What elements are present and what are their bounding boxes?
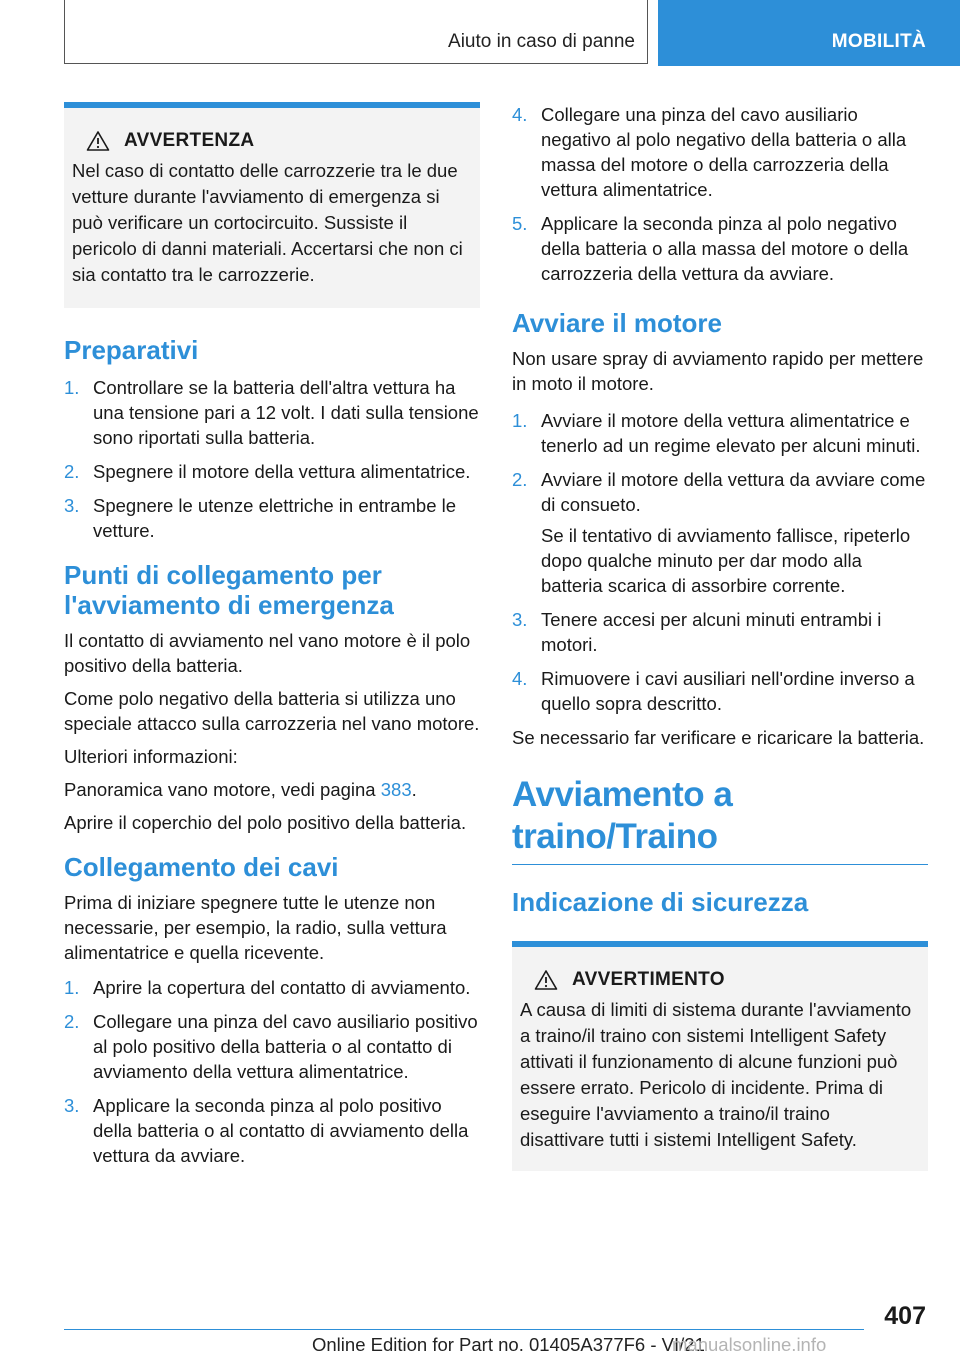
step-text: Applicare la seconda pinza al polo positivo della batteria o al contatto di avviamento della vettura da avviare.	[93, 1095, 469, 1166]
step-text: Aprire la copertura del contatto di avviamento.	[93, 977, 471, 998]
step-text: Collegare una pinza del cavo ausiliario negativo al polo negativo della batteria o alla massa del motore o della carrozzeria della vettura alimentatrice.	[541, 104, 907, 200]
step-text: Tenere accesi per alcuni minuti entrambi i motori.	[541, 609, 882, 655]
paragraph-page-reference	[64, 777, 480, 802]
step-number: 5.	[512, 213, 528, 234]
warning-header	[86, 130, 470, 152]
step-number: 4.	[512, 668, 528, 689]
step-number: 3.	[512, 609, 528, 630]
paragraph: Prima di iniziare spegnere tutte le utenze non necessarie, per esempio, la radio, sulla vettura alimentatrice e quella ricevente.	[64, 892, 447, 963]
warning-text: Nel caso di contatto delle carrozzerie tra le due vetture durante l'avviamento di emergenza si può verificare un cortocircuito. Sussiste il pericolo di danni materiali. Accertarsi che non ci sia contatto tra le carrozzerie.	[72, 160, 463, 285]
chapter-heading: Avviamento a traino/Traino	[512, 775, 733, 856]
heading-punti-collegamento: Punti di collegamento per l'avviamento di emergenza	[64, 560, 394, 620]
paragraph: Se necessario far verificare e ricaricare la batteria.	[512, 727, 925, 748]
chapter-title: MOBILITÀ	[831, 31, 926, 52]
edition-label: Online Edition for Part no. 01405A377F6 - VI/21	[312, 1334, 705, 1355]
steps-collegamento-continued	[512, 102, 928, 286]
steps-collegamento	[64, 975, 480, 1168]
step-number: 1.	[512, 410, 528, 431]
step-number: 1.	[64, 377, 80, 398]
list-item	[64, 459, 480, 484]
list-item	[64, 493, 480, 543]
step-text: Spegnere le utenze elettriche in entrambe le vetture.	[93, 495, 457, 541]
warning-title: AVVERTIMENTO	[572, 969, 725, 990]
heading-collegamento-cavi: Collegamento dei cavi	[64, 852, 339, 882]
step-text: Avviare il motore della vettura alimentatrice e tenerlo ad un regime elevato per alcuni minuti.	[541, 410, 921, 456]
warning-box	[64, 102, 480, 308]
step-text: Avviare il motore della vettura da avviare come di consueto.	[541, 469, 926, 515]
step-text: Controllare se la batteria dell'altra vettura ha una tensione pari a 12 volt. I dati sulla tensione sono riportati sulla batteria.	[93, 377, 479, 448]
step-number: 4.	[512, 104, 528, 125]
list-item	[64, 975, 480, 1000]
list-item	[512, 408, 928, 458]
step-subtext: Se il tentativo di avviamento fallisce, ripeterlo dopo qualche minuto per dar modo alla batteria scarica di assorbire corrente.	[541, 525, 911, 596]
reference-text: Panoramica vano motore, vedi pagina	[64, 779, 381, 800]
reference-suffix: .	[411, 779, 417, 800]
list-item	[512, 467, 928, 598]
chapter-heading-block	[512, 774, 928, 865]
list-item	[64, 375, 480, 450]
warning-title: AVVERTENZA	[124, 130, 255, 151]
step-number: 3.	[64, 1095, 80, 1116]
paragraph: Ulteriori informazioni:	[64, 746, 238, 767]
section-title: Aiuto in caso di panne	[448, 31, 635, 52]
list-item	[512, 607, 928, 657]
paragraph: Aprire il coperchio del polo positivo della batteria.	[64, 812, 467, 833]
step-text: Collegare una pinza del cavo ausiliario positivo al polo positivo della batteria o al contatto di avviamento della vettura alimentatrice.	[93, 1011, 478, 1082]
steps-preparativi	[64, 375, 480, 543]
list-item	[64, 1093, 480, 1168]
paragraph: Non usare spray di avviamento rapido per mettere in moto il motore.	[512, 348, 924, 394]
warning-header	[534, 969, 918, 991]
footer-divider	[64, 1329, 864, 1330]
warning-triangle-icon	[534, 969, 558, 991]
step-number: 1.	[64, 977, 80, 998]
list-item	[512, 666, 928, 716]
step-text: Rimuovere i cavi ausiliari nell'ordine inverso a quello sopra descritto.	[541, 668, 915, 714]
step-number: 2.	[64, 1011, 80, 1032]
step-number: 3.	[64, 495, 80, 516]
paragraph: Il contatto di avviamento nel vano motore è il polo positivo della batteria.	[64, 630, 471, 676]
heading-avviare-motore: Avviare il motore	[512, 308, 723, 338]
warning-box	[512, 941, 928, 1171]
step-number: 2.	[64, 461, 80, 482]
steps-avviare	[512, 408, 928, 716]
step-text: Spegnere il motore della vettura alimentatrice.	[93, 461, 471, 482]
left-column	[64, 102, 480, 1177]
chapter-tab	[658, 0, 960, 66]
page-number: 407	[884, 1302, 926, 1330]
page-link[interactable]: 383	[380, 779, 412, 800]
warning-triangle-icon	[86, 130, 110, 152]
warning-text: A causa di limiti di sistema durante l'avviamento a traino/il traino con sistemi Intelligent Safety attivati il funzionamento di alcune funzioni può essere errato. Pericolo di incidente. Prima di eseguire l'avviamento a traino/il traino disattivare tutti i sistemi Intelligent Safety.	[520, 999, 912, 1150]
step-number: 2.	[512, 469, 528, 490]
heading-preparativi: Preparativi	[64, 335, 199, 365]
list-item	[64, 1009, 480, 1084]
list-item	[512, 102, 928, 202]
step-text: Applicare la seconda pinza al polo negativo della batteria o alla massa del motore o della carrozzeria della vettura da avviare.	[541, 213, 909, 284]
right-column	[512, 102, 928, 1171]
paragraph: Come polo negativo della batteria si utilizza uno speciale attacco sulla carrozzeria nel vano motore.	[64, 688, 480, 734]
list-item	[512, 211, 928, 286]
heading-indicazione-sicurezza: Indicazione di sicurezza	[512, 887, 809, 917]
section-header-box	[64, 0, 648, 64]
page-header	[0, 0, 960, 66]
watermark: manualsonline.info	[672, 1334, 827, 1355]
